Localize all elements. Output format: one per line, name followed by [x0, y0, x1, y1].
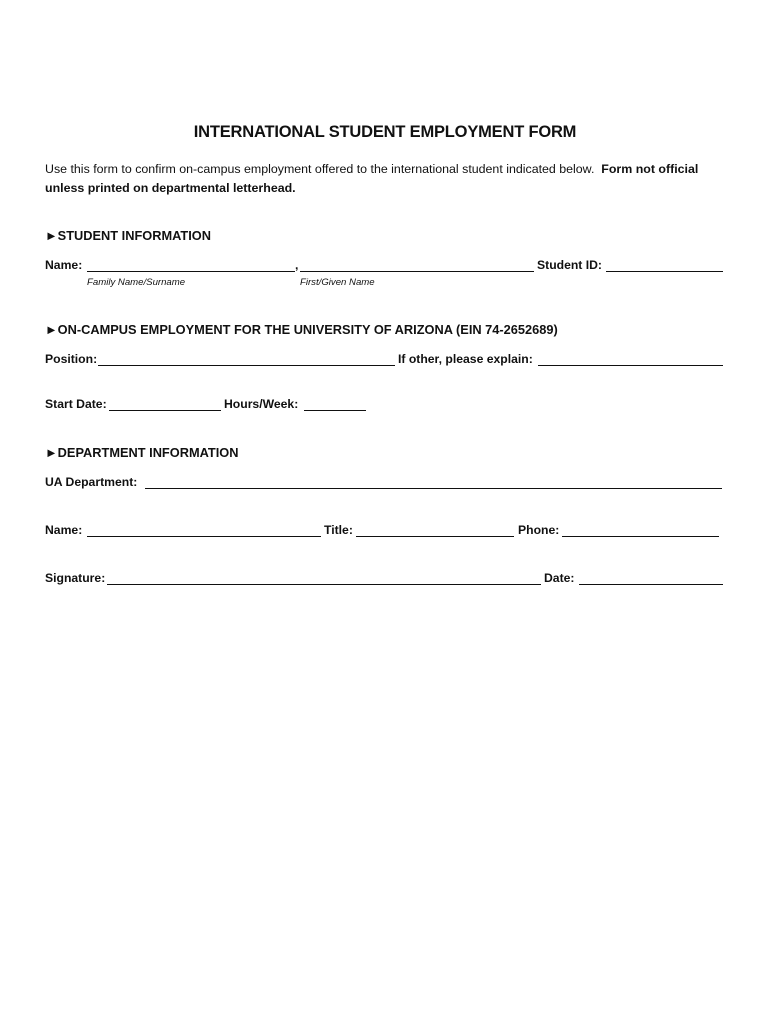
contact-name-label: Name:	[45, 523, 83, 537]
student-id-label: Student ID:	[537, 258, 602, 272]
section-heading-student: ►STUDENT INFORMATION	[45, 228, 211, 243]
contact-name-field[interactable]	[87, 536, 321, 537]
given-name-caption: First/Given Name	[300, 277, 375, 288]
signature-field[interactable]	[107, 584, 541, 585]
page-title: INTERNATIONAL STUDENT EMPLOYMENT FORM	[193, 123, 577, 141]
title-field[interactable]	[356, 536, 514, 537]
contact-row	[45, 523, 725, 541]
section-heading-employment: ►ON-CAMPUS EMPLOYMENT FOR THE UNIVERSITY OF ARIZONA (EIN 74-2652689)	[45, 322, 558, 337]
phone-field[interactable]	[562, 536, 719, 537]
intro-bold-note: Form not official unless printed on departmental letterhead.	[45, 162, 699, 195]
family-name-field[interactable]	[87, 271, 295, 272]
hours-week-label: Hours/Week:	[224, 397, 299, 411]
start-date-field[interactable]	[109, 410, 221, 411]
position-label: Position:	[45, 352, 98, 366]
start-date-label: Start Date:	[45, 397, 107, 411]
date-field[interactable]	[579, 584, 723, 585]
signature-label: Signature:	[45, 571, 106, 585]
ua-department-label: UA Department:	[45, 475, 138, 489]
section-heading-department: ►DEPARTMENT INFORMATION	[45, 445, 239, 460]
other-explain-label: If other, please explain:	[398, 352, 533, 366]
student-id-field[interactable]	[606, 271, 723, 272]
name-comma: ,	[295, 258, 299, 272]
intro-paragraph	[45, 160, 725, 198]
ua-department-field[interactable]	[145, 488, 722, 489]
ua-department-row	[45, 475, 725, 493]
name-label: Name:	[45, 258, 83, 272]
position-row	[45, 352, 725, 370]
date-label: Date:	[544, 571, 575, 585]
phone-label: Phone:	[518, 523, 560, 537]
start-hours-row	[45, 397, 725, 415]
signature-row	[45, 571, 725, 589]
student-name-row	[45, 258, 725, 276]
family-name-caption: Family Name/Surname	[87, 277, 186, 288]
title-label: Title:	[324, 523, 353, 537]
position-field[interactable]	[98, 365, 395, 366]
intro-text: Use this form to confirm on-campus employment offered to the international student indicated below.	[45, 162, 595, 176]
hours-week-field[interactable]	[304, 410, 366, 411]
given-name-field[interactable]	[300, 271, 534, 272]
other-explain-field[interactable]	[538, 365, 723, 366]
